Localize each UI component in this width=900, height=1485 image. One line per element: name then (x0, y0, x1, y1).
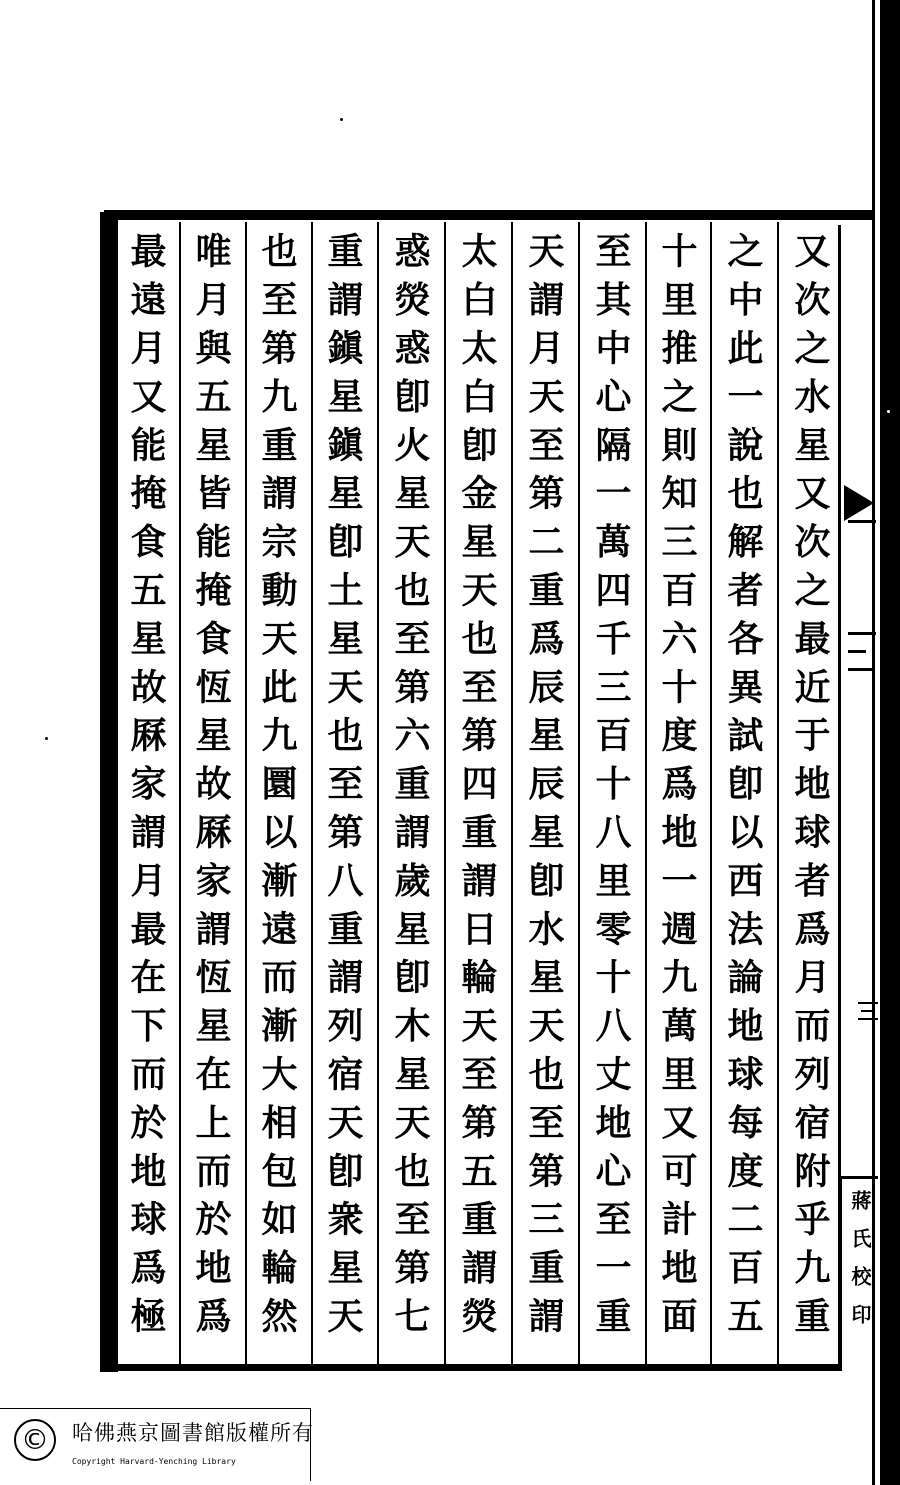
gutter-line (848, 632, 876, 635)
column-rule (777, 222, 779, 1364)
column-rule (710, 222, 712, 1364)
copyright-chinese: 哈佛燕京圖書館版權所有 (72, 1421, 314, 1445)
text-column-5: 天謂月天至第二重爲辰星辰星卽水星天也至第三重謂 (523, 232, 565, 1346)
frame-top-border (104, 210, 874, 220)
copyright-notice (0, 1408, 314, 1481)
gutter-line (848, 668, 872, 671)
seal-label: 蔣氏校印 (848, 1190, 872, 1342)
ink-speck (340, 118, 343, 121)
fish-tail-mark-icon (844, 485, 874, 521)
text-column-10: 唯月與五星皆能掩食恆星故厤家謂恆星在上而於地爲 (190, 232, 232, 1346)
copyright-icon: © (14, 1419, 56, 1461)
copyright-english: Copyright Harvard-Yenching Library (72, 1457, 236, 1466)
text-column-2: 之中此一說也解者各異試卽以西法論地球每度二百五 (722, 232, 764, 1346)
text-column-1: 又次之水星又次之最近于地球者爲月而列宿附乎九重 (789, 232, 831, 1346)
gutter-line (848, 520, 876, 523)
ink-speck (887, 410, 890, 413)
text-column-4: 至其中心隔一萬四千三百十八里零十八丈地心至一重 (590, 232, 632, 1346)
page-number-mark (858, 1000, 880, 1022)
text-column-7: 惑熒惑卽火星天也至第六重謂歲星卽木星天也至第七 (389, 232, 431, 1346)
text-column-8: 重謂鎭星鎭星卽土星天也至第八重謂列宿天卽衆星天 (322, 232, 364, 1346)
column-rule (444, 222, 446, 1364)
text-column-3: 十里推之則知三百六十度爲地一週九萬里又可計地面 (656, 232, 698, 1346)
text-column-11: 最遠月又能掩食五星故厤家謂月最在下而於地球爲極 (125, 232, 167, 1346)
ink-speck (45, 737, 48, 740)
frame-bottom-border (100, 1364, 842, 1371)
column-rule (377, 222, 379, 1364)
text-column-9: 也至第九重謂宗動天此九圜以漸遠而漸大相包如輪然 (256, 232, 298, 1346)
column-rule (511, 222, 513, 1364)
text-column-6: 太白太白卽金星天也至第四重謂日輪天至第五重謂熒 (456, 232, 498, 1346)
page-spine (880, 0, 900, 1485)
gutter-line (848, 650, 866, 653)
column-rule (578, 222, 580, 1364)
